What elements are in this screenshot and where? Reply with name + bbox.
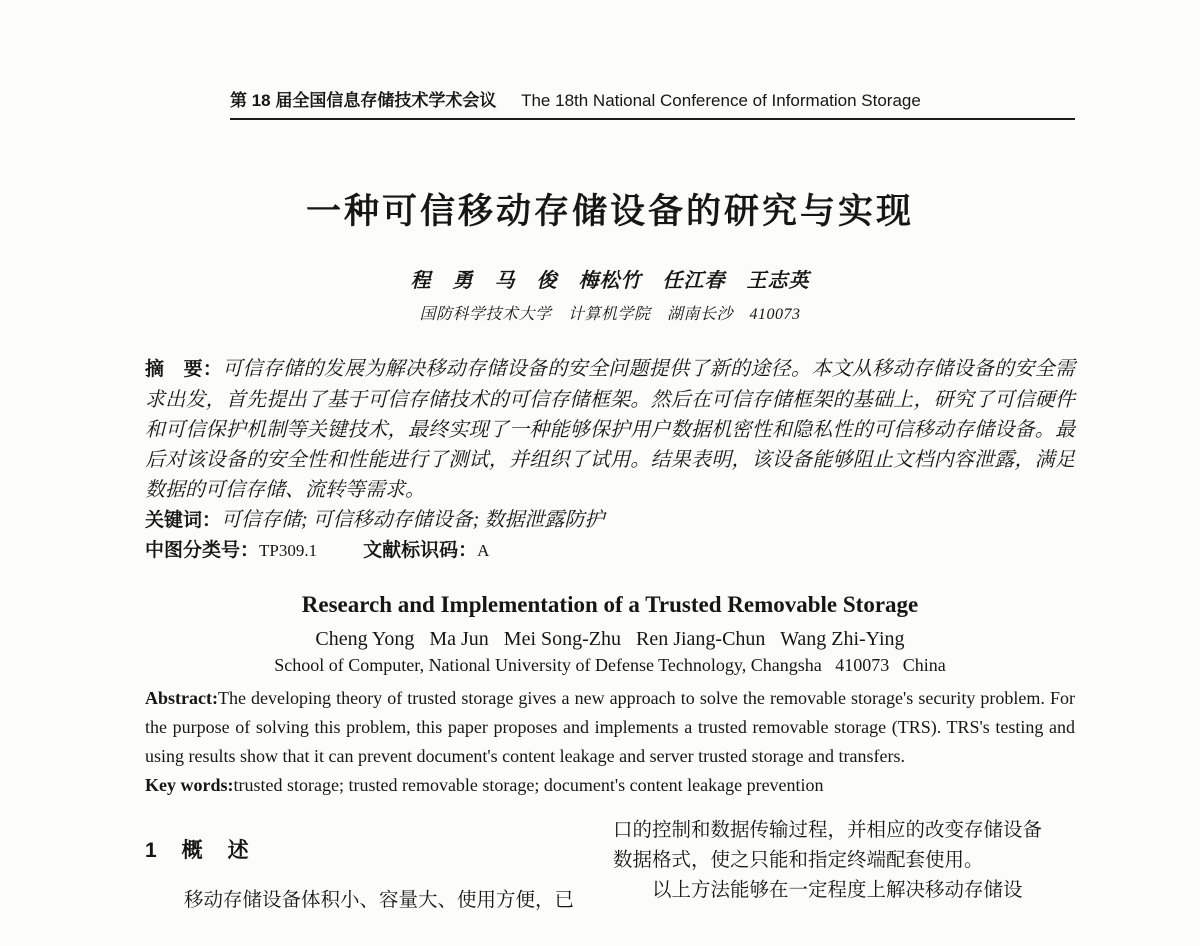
conference-name-zh: 第 18 届全国信息存储技术学术会议 bbox=[230, 91, 497, 110]
section-1-heading: 1 概 述 bbox=[145, 838, 251, 862]
abstract-en-label: Abstract: bbox=[145, 687, 218, 708]
paper-title-zh: 一种可信移动存储设备的研究与实现 bbox=[305, 192, 914, 231]
authors-zh: 程 勇 马 俊 梅松竹 任江春 王志英 bbox=[410, 269, 810, 292]
abstract-en-text: The developing theory of trusted storage gives a new approach to solve the removable storage's security problem. For the purpose of solving this problem, this paper proposes and implements a trusted removable storage (TRS). TRS's testing and using results show that it can prevent document's content leakage and server trusted storage and transfers. bbox=[145, 687, 1075, 766]
right-column-line: 数据格式，使之只能和指定终端配套使用。 bbox=[613, 849, 984, 871]
abstract-zh-label: 摘 要： bbox=[145, 358, 223, 380]
clc-value: TP309.1 bbox=[259, 540, 318, 560]
abstract-zh bbox=[145, 354, 1075, 505]
clc-label: 中图分类号： bbox=[145, 539, 260, 561]
right-column-line: 口的控制和数据传输过程，并相应的改变存储设备 bbox=[613, 819, 1043, 841]
left-column bbox=[145, 816, 587, 916]
keywords-en bbox=[145, 771, 1075, 800]
keywords-zh bbox=[145, 505, 1075, 536]
affiliation-en: School of Computer, National University of Defense Technology, Changsha 410073 China bbox=[274, 654, 946, 675]
right-column bbox=[613, 816, 1075, 916]
classification-row bbox=[145, 536, 1075, 566]
two-column-body bbox=[145, 816, 1075, 916]
conference-name-en: The 18th National Conference of Information Storage bbox=[521, 91, 921, 110]
keywords-en-text: trusted storage; trusted removable storage; document's content leakage prevention bbox=[233, 774, 824, 795]
abstract-en bbox=[145, 684, 1075, 771]
keywords-en-label: Key words: bbox=[145, 774, 234, 795]
keywords-zh-text: 可信存储; 可信移动存储设备; 数据泄露防护 bbox=[221, 508, 605, 531]
affiliation-zh: 国防科学技术大学 计算机学院 湖南长沙 410073 bbox=[419, 305, 801, 323]
right-column-line: 以上方法能够在一定程度上解决移动存储设 bbox=[652, 879, 1023, 901]
paper-title-en: Research and Implementation of a Trusted Removable Storage bbox=[301, 591, 919, 617]
conference-header bbox=[230, 86, 1075, 120]
left-column-paragraph: 移动存储设备体积小、容量大、使用方便，已 bbox=[184, 889, 575, 911]
keywords-zh-label: 关键词： bbox=[145, 509, 222, 531]
doc-code-value: A bbox=[477, 540, 490, 560]
authors-en: Cheng Yong Ma Jun Mei Song-Zhu Ren Jiang-Chun Wang Zhi-Ying bbox=[315, 627, 905, 650]
abstract-zh-text: 可信存储的发展为解决移动存储设备的安全问题提供了新的途径。本文从移动存储设备的安全需求出发，首先提出了基于可信存储技术的可信存储框架。然后在可信存储框架的基础上，研究了可信硬件和可信保护机制等关键技术，最终实现了一种能够保护用户数据机密性和隐私性的可信移动存储设备。最后对该设备的安全性和性能进行了测试，并组织了试用。结果表明，该设备能够阻止文档内容泄露，满足数据的可信存储、流转等需求。 bbox=[145, 357, 1075, 501]
doc-code-label: 文献标识码： bbox=[363, 539, 478, 561]
